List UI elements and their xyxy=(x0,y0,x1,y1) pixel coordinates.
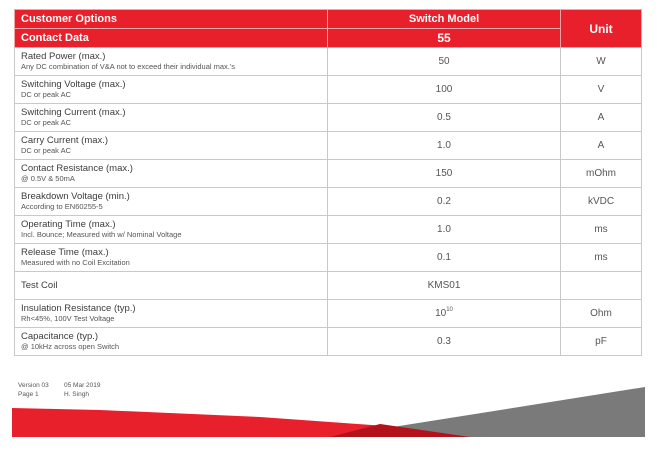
parameter-name: Release Time (max.) xyxy=(21,247,109,258)
document-author: H. Singh xyxy=(64,391,89,398)
parameter-condition: @ 0.5V & 50mA xyxy=(21,174,75,183)
parameter-unit: Ohm xyxy=(561,300,642,328)
parameter-name: Switching Current (max.) xyxy=(21,107,126,118)
contact-data-header: Contact Data xyxy=(15,29,328,48)
parameter-unit: W xyxy=(561,48,642,76)
parameter-condition: Any DC combination of V&A not to exceed their individual max.'s xyxy=(21,62,236,71)
parameter-unit: kVDC xyxy=(561,188,642,216)
parameter-name: Contact Resistance (max.) xyxy=(21,163,133,174)
parameter-name: Rated Power (max.) xyxy=(21,51,106,62)
customer-options-header: Customer Options xyxy=(15,10,328,29)
switch-model-header: Switch Model xyxy=(328,10,561,29)
parameter-unit: ms xyxy=(561,244,642,272)
parameter-name: Switching Voltage (max.) xyxy=(21,79,126,90)
parameter-condition: DC or peak AC xyxy=(21,90,72,99)
parameter-condition: Measured with no Coil Excitation xyxy=(21,258,130,267)
unit-header: Unit xyxy=(561,10,642,48)
parameter-value: 1.0 xyxy=(328,216,561,244)
parameter-value: 0.1 xyxy=(328,244,561,272)
parameter-unit: ms xyxy=(561,216,642,244)
parameter-name: Test Coil xyxy=(21,280,58,291)
parameter-unit: A xyxy=(561,104,642,132)
parameter-unit: pF xyxy=(561,328,642,356)
parameter-name: Operating Time (max.) xyxy=(21,219,116,230)
page-label: Page 1 xyxy=(18,391,39,398)
red-band-shape xyxy=(12,408,400,437)
parameter-value: 150 xyxy=(328,160,561,188)
parameter-name: Insulation Resistance (typ.) xyxy=(21,303,136,314)
parameter-condition: Rh<45%, 100V Test Voltage xyxy=(21,314,115,323)
model-number: 55 xyxy=(328,29,561,48)
parameter-value: KMS01 xyxy=(328,272,561,300)
parameter-condition: DC or peak AC xyxy=(21,146,72,155)
parameter-condition: Incl. Bounce; Measured with w/ Nominal Voltage xyxy=(21,230,182,239)
parameter-value: 0.2 xyxy=(328,188,561,216)
parameter-name: Capacitance (typ.) xyxy=(21,331,99,342)
version-label: Version 03 xyxy=(18,382,49,389)
parameter-value: 0.5 xyxy=(328,104,561,132)
value-exponent: 10 xyxy=(446,307,453,313)
parameter-name: Breakdown Voltage (min.) xyxy=(21,191,130,202)
parameter-condition: DC or peak AC xyxy=(21,118,72,127)
parameter-unit: V xyxy=(561,76,642,104)
parameter-unit: A xyxy=(561,132,642,160)
parameter-name: Carry Current (max.) xyxy=(21,135,109,146)
parameter-condition: According to EN60255-5 xyxy=(21,202,103,211)
parameter-unit: mOhm xyxy=(561,160,642,188)
value-base: 10 xyxy=(435,308,447,319)
parameter-value: 0.3 xyxy=(328,328,561,356)
parameter-value: 50 xyxy=(328,48,561,76)
parameter-value: 100 xyxy=(328,76,561,104)
parameter-value: 1.0 xyxy=(328,132,561,160)
document-date: 05 Mar 2019 xyxy=(64,382,101,389)
parameter-condition: @ 10kHz across open Switch xyxy=(21,342,120,351)
